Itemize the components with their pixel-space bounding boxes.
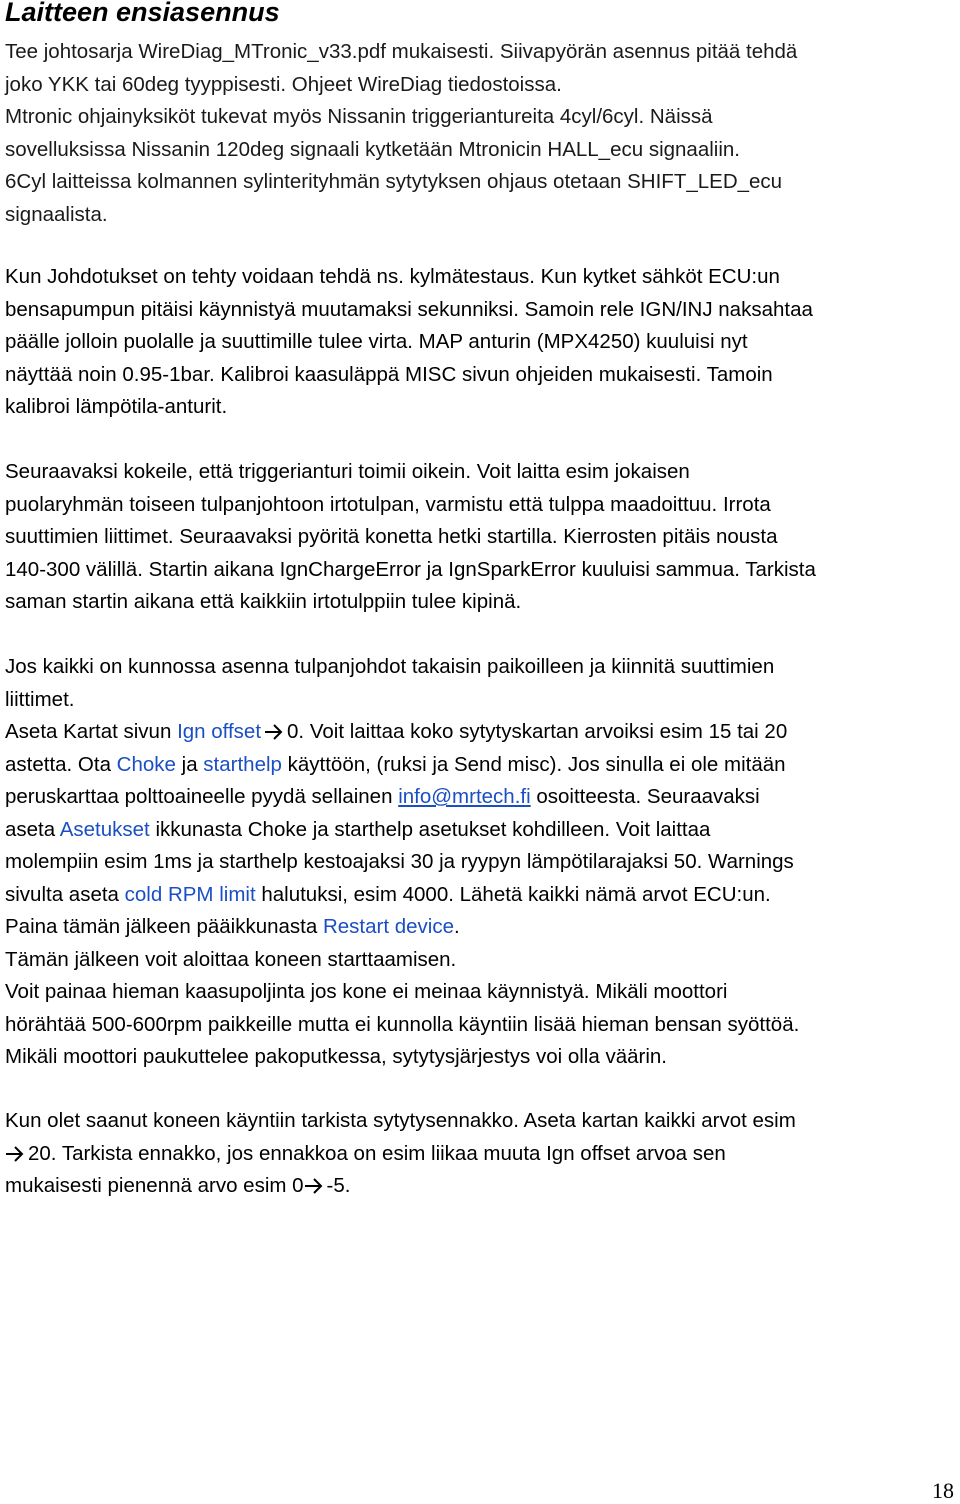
page-heading: Laitteen ensiasennus <box>5 0 280 27</box>
text-run: ja <box>175 752 204 776</box>
text-line <box>5 1138 956 1171</box>
text-line: Seuraavaksi kokeile, että triggerianturi toimii oikein. Voit laitta esim jokaisen <box>5 460 690 483</box>
email-link[interactable]: info@mrtech.fi <box>398 785 531 808</box>
text-line <box>5 879 956 912</box>
text-line: kalibroi lämpötila-anturit. <box>5 395 228 418</box>
text-line: Kun olet saanut koneen käyntiin tarkista sytytysennakko. Aseta kartan kaikki arvot esim <box>5 1109 796 1132</box>
text-line: joko YKK tai 60deg tyyppisesti. Ohjeet WireDiag tiedostoissa. <box>5 72 562 96</box>
text-line: 140-300 välillä. Startin aikana IgnChargeError ja IgnSparkError kuuluisi sammua. Tarkista <box>5 557 816 581</box>
arrow-right-icon <box>264 723 284 741</box>
page-number: 18 <box>932 1478 954 1503</box>
paragraph-timing <box>5 1105 956 1203</box>
asetukset-term: Asetukset <box>59 817 150 841</box>
text-run: halutuksi, esim 4000. Lähetä kaikki nämä arvot ECU:un. <box>255 882 771 906</box>
text-line: Voit painaa hieman kaasupoljinta jos kone ei meinaa käynnistyä. Mikäli moottori <box>5 980 728 1003</box>
cold-rpm-limit-term: cold RPM limit <box>124 882 256 906</box>
text-line: puolaryhmän toiseen tulpanjohtoon irtotulpan, varmistu että tulppa maadoittuu. Irrota <box>5 492 771 516</box>
text-line: Mtronic ohjainyksiköt tukevat myös Nissanin triggeriantureita 4cyl/6cyl. Näissä <box>5 105 713 128</box>
text-line: Tee johtosarja WireDiag_MTronic_v33.pdf mukaisesti. Siivapyörän asennus pitää tehdä <box>5 40 798 63</box>
text-line: saman startin aikana että kaikkiin irtotulppiin tulee kipinä. <box>5 590 522 613</box>
ign-offset-term: Ign offset <box>177 720 262 743</box>
text-line: päälle jolloin puolalle ja suuttimille tulee virta. MAP anturin (MPX4250) kuuluisi nyt <box>5 330 748 353</box>
text-run: osoitteesta. Seuraavaksi <box>530 785 760 808</box>
text-line: signaalista. <box>5 202 108 226</box>
text-line: Kun Johdotukset on tehty voidaan tehdä ns. kylmätestaus. Kun kytket sähköt ECU:un <box>5 265 780 288</box>
text-line <box>5 814 956 847</box>
text-run: aseta <box>5 817 60 841</box>
arrow-right-icon <box>5 1145 25 1163</box>
text-line <box>5 716 956 749</box>
text-line <box>5 749 956 782</box>
text-run: ikkunasta Choke ja starthelp asetukset kohdilleen. Voit laittaa <box>149 817 711 841</box>
text-line: 6Cyl laitteissa kolmannen sylinterityhmän sytytyksen ohjaus otetaan SHIFT_LED_ecu <box>5 170 783 193</box>
text-run: 0. Voit laittaa koko sytytyskartan arvoiksi esim 15 tai 20 <box>287 720 788 743</box>
text-run: . <box>454 915 460 938</box>
paragraph-trigger-test <box>5 456 956 619</box>
paragraph-wiring <box>5 36 956 231</box>
text-line: sovelluksissa Nissanin 120deg signaali kytketään Mtronicin HALL_ecu signaaliin. <box>5 137 740 161</box>
text-line: näyttää noin 0.95-1bar. Kalibroi kaasuläppä MISC sivun ohjeiden mukaisesti. Tamoin <box>5 362 773 386</box>
text-line: Jos kaikki on kunnossa asenna tulpanjohdot takaisin paikoilleen ja kiinnitä suuttimien <box>5 655 775 678</box>
text-line: Mikäli moottori paukuttelee pakoputkessa, sytytysjärjestys voi olla väärin. <box>5 1045 667 1068</box>
text-line <box>5 911 956 944</box>
text-run: sivulta aseta <box>5 882 125 906</box>
text-line <box>5 781 956 814</box>
text-line: suuttimien liittimet. Seuraavaksi pyöritä konetta hetki startilla. Kierrosten pitäis nousta <box>5 525 778 548</box>
text-run: mukaisesti pienennä arvo esim 0 <box>5 1174 304 1197</box>
text-line <box>5 1170 956 1203</box>
text-run: käyttöön, (ruksi ja Send misc). Jos sinulla ei ole mitään <box>281 752 786 776</box>
text-run: Aseta Kartat sivun <box>5 720 178 743</box>
starthelp-term: starthelp <box>203 752 282 776</box>
text-line: bensapumpun pitäisi käynnistyä muutamaksi sekunniksi. Samoin rele IGN/INJ naksahtaa <box>5 297 813 321</box>
text-run: Paina tämän jälkeen pääikkunasta <box>5 915 323 938</box>
text-line: liittimet. <box>5 687 75 711</box>
text-run: astetta. Ota <box>5 752 117 776</box>
text-run: peruskarttaa polttoaineelle pyydä sellainen <box>5 785 399 808</box>
text-run: 20. Tarkista ennakko, jos ennakkoa on esim liikaa muuta Ign offset arvoa sen <box>28 1141 726 1165</box>
arrow-right-icon <box>304 1177 324 1195</box>
text-line: Tämän jälkeen voit aloittaa koneen starttaamisen. <box>5 947 457 971</box>
text-line: molempiin esim 1ms ja starthelp kestoajaksi 30 ja ryypyn lämpötilarajaksi 50. Warnings <box>5 850 794 873</box>
paragraph-startup <box>5 651 956 1074</box>
paragraph-cold-test <box>5 261 956 424</box>
choke-term: Choke <box>116 752 176 776</box>
text-line: hörähtää 500-600rpm paikkeille mutta ei kunnolla käyntiin lisää hieman bensan syöttöä. <box>5 1012 800 1036</box>
text-run: -5. <box>326 1174 351 1197</box>
restart-device-term: Restart device <box>322 915 454 938</box>
